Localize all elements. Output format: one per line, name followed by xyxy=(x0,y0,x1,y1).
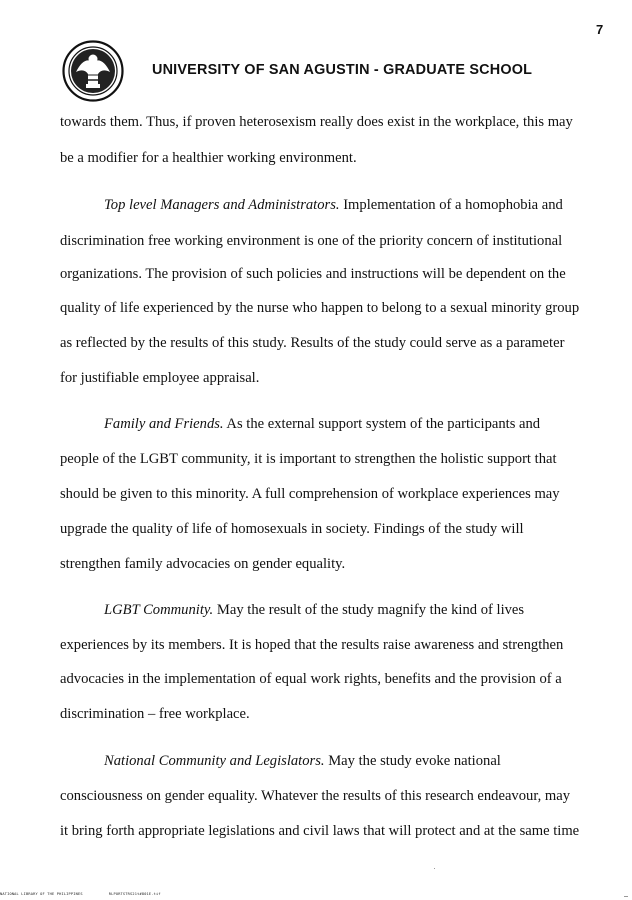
page-number: 7 xyxy=(596,22,604,37)
paragraph-heading: National Community and Legislators. xyxy=(104,753,325,769)
scan-footer-stamp xyxy=(0,892,187,896)
body-line: should be given to this minority. A full comprehension of workplace experiences may xyxy=(60,486,560,502)
body-text: May the result of the study magnify the kind of lives xyxy=(213,602,525,618)
body-line: for justifiable employee appraisal. xyxy=(60,370,260,386)
body-line: experiences by its members. It is hoped that the results raise awareness and strengthen xyxy=(60,637,564,653)
body-line: as reflected by the results of this study. Results of the study could serve as a parameter xyxy=(60,335,565,351)
header-title: UNIVERSITY OF SAN AGUSTIN - GRADUATE SCHOOL xyxy=(152,62,533,78)
body-line: it bring forth appropriate legislations and civil laws that will protect and at the same time xyxy=(60,823,580,839)
body-line: people of the LGBT community, it is important to strengthen the holistic support that xyxy=(60,451,557,467)
body-line: discrimination free working environment is one of the priority concern of institutional xyxy=(60,233,563,249)
paragraph-heading: LGBT Community. xyxy=(104,602,214,618)
footer-stamp-library: NATIONAL LIBRARY OF THE PHILIPPINES xyxy=(0,892,83,896)
paragraph-heading: Family and Friends. xyxy=(104,416,224,432)
paragraph-first-line xyxy=(104,417,540,432)
footer-stamp-file: RLPORTSTRS21t#801E.tif xyxy=(108,892,161,896)
paragraph-first-line xyxy=(104,603,524,618)
paragraph-first-line xyxy=(104,754,501,769)
body-line: strengthen family advocacies on gender equality. xyxy=(60,556,346,572)
body-line: organizations. The provision of such policies and instructions will be dependent on the xyxy=(60,266,566,282)
paragraph-first-line xyxy=(104,198,563,213)
body-line: quality of life experienced by the nurse who happen to belong to a sexual minority group xyxy=(60,300,580,316)
body-text: May the study evoke national xyxy=(324,753,501,769)
university-seal-icon xyxy=(62,40,124,102)
paragraph-heading: Top level Managers and Administrators. xyxy=(104,197,340,213)
scan-speck xyxy=(624,896,628,897)
body-text: Implementation of a homophobia and xyxy=(339,197,563,213)
body-line: upgrade the quality of life of homosexuals in society. Findings of the study will xyxy=(60,521,524,537)
body-line: advocacies in the implementation of equal work rights, benefits and the provision of a xyxy=(60,671,562,687)
body-text: As the external support system of the participants and xyxy=(223,416,541,432)
body-line: consciousness on gender equality. Whatever the results of this research endeavour, may xyxy=(60,788,571,804)
body-line: discrimination – free workplace. xyxy=(60,706,250,722)
body-line: towards them. Thus, if proven heterosexism really does exist in the workplace, this may xyxy=(60,114,573,130)
scan-speck xyxy=(434,868,435,869)
body-line: be a modifier for a healthier working environment. xyxy=(60,150,357,166)
